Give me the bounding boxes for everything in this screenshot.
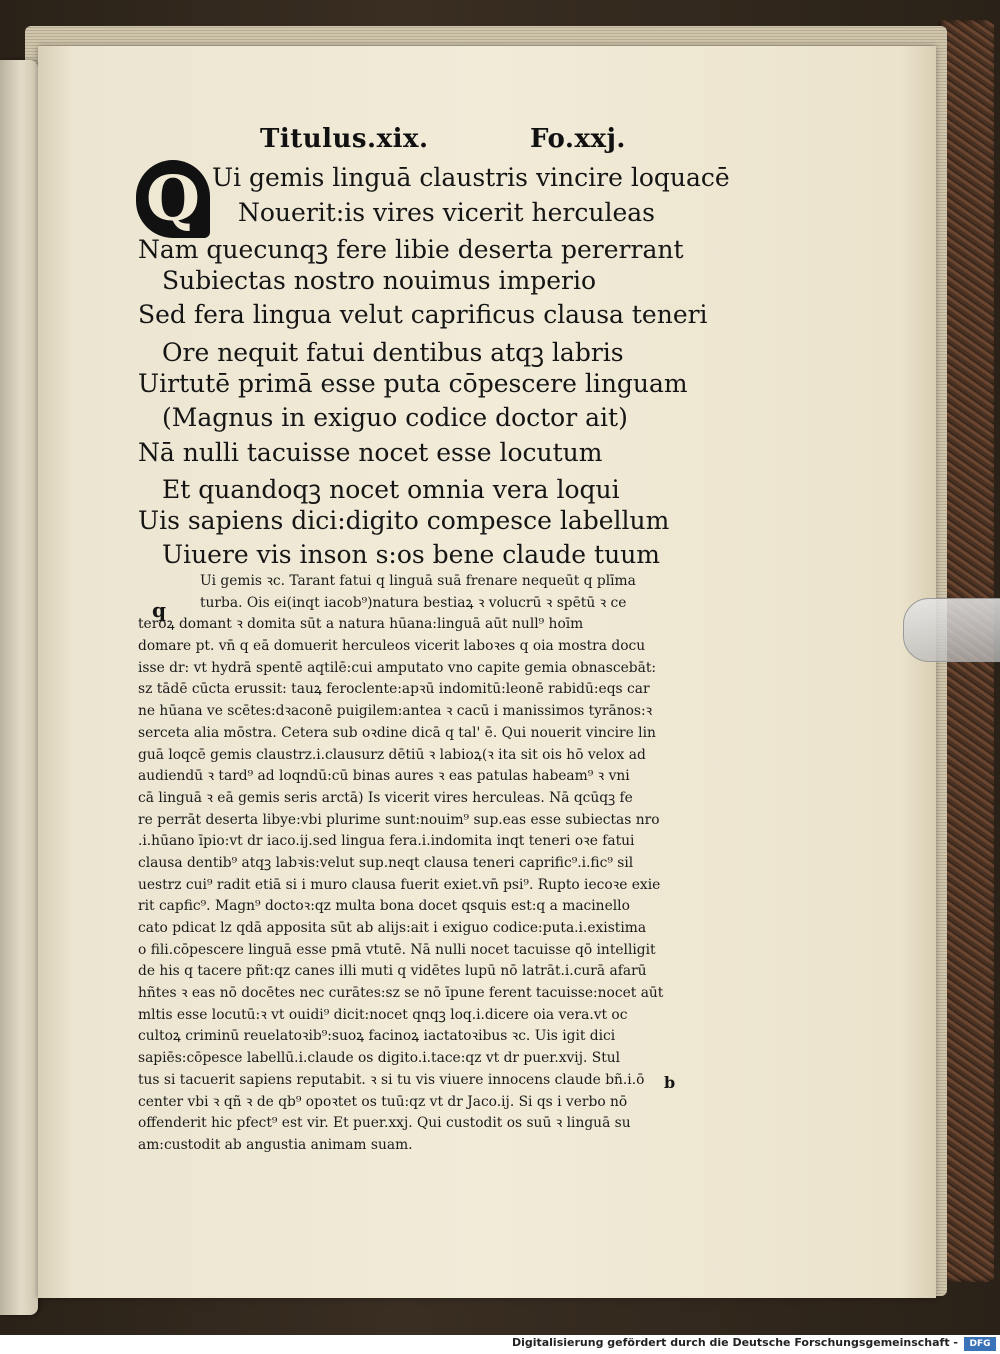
verse-line: Uirtutē primā esse puta cōpescere linguam <box>138 369 688 398</box>
signature-mark: b <box>664 1073 676 1092</box>
commentary-line: sapiēs:cōpesce labellū.i.claude os digito.i.tace:qz vt dr puer.xvij. Stul <box>138 1050 621 1067</box>
commentary-line: guā loqcē gemis claustrz.i.clausurz dētiū ꝛ labioꝝ(ꝛ ita sit ois hō velox ad <box>138 746 646 763</box>
verse-line: Sed fera lingua velut caprificus clausa teneri <box>138 300 708 329</box>
commentary-line: sz tādē cūcta erussit: tauꝝ feroclente:apꝛū indomitū:leonē rabidū:eqs car <box>138 681 650 698</box>
commentary-line: cato pdicat lz qdā apposita sūt ab alijs:ait i exiguo codice:puta.i.existima <box>138 920 647 936</box>
verse-line: Uiuere vis inson s:os bene claude tuum <box>162 540 660 569</box>
verse-line: Et quandoqꝫ nocet omnia vera loqui <box>162 475 620 504</box>
verse-line: Ore nequit fatui dentibus atqꝫ labris <box>162 338 624 367</box>
verse-line: (Magnus in exiguo codice doctor ait) <box>162 403 628 432</box>
commentary-line: .i.hūano īpio:vt dr iaco.ij.sed lingua fera.i.indomita inqt teneri oꝛe fatui <box>138 833 635 850</box>
commentary-line: ne hūana ve scētes:dꝛaconē puigilem:antea ꝛ cacū i manissimos tyrānos:ꝛ <box>138 703 653 720</box>
verse-line: Subiectas nostro nouimus imperio <box>162 266 597 295</box>
commentary-line: re perrāt deserta libye:vbi plurime sunt:nouim⁹ sup.eas esse subiectas nro <box>138 811 660 828</box>
commentary-line: serceta alia mōstra. Cetera sub oꝛdine dicā q tal' ē. Qui nouerit vincire lin <box>138 724 656 741</box>
verse-line: Uis sapiens dici:digito compesce labellum <box>138 506 670 535</box>
commentary-initial: q <box>152 598 166 622</box>
funding-credit: Digitalisierung gefördert durch die Deutsche Forschungsgemeinschaft - <box>511 1336 958 1349</box>
commentary-line: offenderit hic pfect⁹ est vir. Et puer.xxj. Qui custodit os suū ꝛ linguā su <box>138 1115 631 1132</box>
verse-line: Ui gemis linguā claustris vincire loquacē <box>212 163 730 192</box>
footer-bar <box>0 1335 1000 1354</box>
commentary-line: teroꝝ domant ꝛ domita sūt a natura hūana:linguā aūt null⁹ hoīm <box>138 616 584 633</box>
running-title: Titulus.xix. <box>260 124 429 154</box>
left-page-edge <box>0 60 38 1315</box>
verse-line: Nouerit:is vires vicerit herculeas <box>238 198 655 227</box>
commentary-line: Ui gemis ꝛc. Tarant fatui q linguā suā frenare nequeūt q plīma <box>200 573 636 589</box>
verse-line: Nam quecunqꝫ fere libie deserta pererrant <box>138 235 684 264</box>
scanner-clip <box>903 598 1000 662</box>
commentary-line: hñtes ꝛ eas nō docētes nec curātes:sz se nō īpune ferent tacuisse:nocet aūt <box>138 985 664 1002</box>
dfg-logo: DFG <box>964 1337 996 1351</box>
commentary-line: de his q tacere pñt:qz canes illi muti q vidētes lupū nō latrāt.i.curā afarū <box>138 963 647 980</box>
commentary-line: o fili.cōpescere linguā esse pmā vtutē. Nā nulli nocet tacuisse qō intelligit <box>138 941 656 958</box>
commentary-line: turba. Ois ei(inqt iacob⁹)natura bestiaꝝ ꝛ volucrū ꝛ spētū ꝛ ce <box>200 594 627 611</box>
folio-number: Fo.xxj. <box>530 124 626 154</box>
commentary-line: cā linguā ꝛ eā gemis seris arctā) Is vicerit vires herculeas. Nā qcūqꝫ fe <box>138 789 633 806</box>
commentary-line: domare pt. vn̄ q eā domuerit herculeos vicerit laboꝛes q oia mostra docu <box>138 638 646 655</box>
commentary-block <box>138 571 704 1157</box>
decorated-initial: Q <box>136 160 210 238</box>
commentary-line: rit capfic⁹. Magn⁹ doctoꝛ:qz multa bona docet qsquis est:q a macinello <box>138 898 630 915</box>
commentary-line: audiendū ꝛ tard⁹ ad loqndū:cū binas aures ꝛ eas patulas habeam⁹ ꝛ vni <box>138 768 630 785</box>
commentary-line: tus si tacuerit sapiens reputabit. ꝛ si tu vis viuere innocens claude bñ.i.ō <box>138 1071 645 1088</box>
verse-line: Nā nulli tacuisse nocet esse locutum <box>138 438 603 467</box>
commentary-line: clausa dentib⁹ atqꝫ labꝛis:velut sup.neqt clausa teneri caprific⁹.i.fic⁹ sil <box>138 854 634 871</box>
commentary-line: uestrz cui⁹ radit etiā si i muro clausa fuerit exiet.vn̄ psi⁹. Rupto iecoꝛe exie <box>138 876 661 893</box>
commentary-line: center vbi ꝛ qñ ꝛ de qb⁹ opoꝛtet os tuū:qz vt dr Jaco.ij. Si qs i verbo nō <box>138 1093 628 1110</box>
commentary-line: cultoꝝ criminū reuelatoꝛib⁹:suoꝝ facinoꝝ iactatoꝛibus ꝛc. Uis igit dici <box>138 1028 616 1045</box>
commentary-line: mltis esse locutū:ꝛ vt ouidi⁹ dicit:nocet qnqꝫ loq.i.dicere oia vera.vt oc <box>138 1006 628 1023</box>
commentary-line: am:custodit ab angustia animam suam. <box>138 1136 413 1153</box>
commentary-line: isse dr: vt hydrā spentē aqtilē:cui amputato vno capite gemia obnascebāt: <box>138 659 657 676</box>
